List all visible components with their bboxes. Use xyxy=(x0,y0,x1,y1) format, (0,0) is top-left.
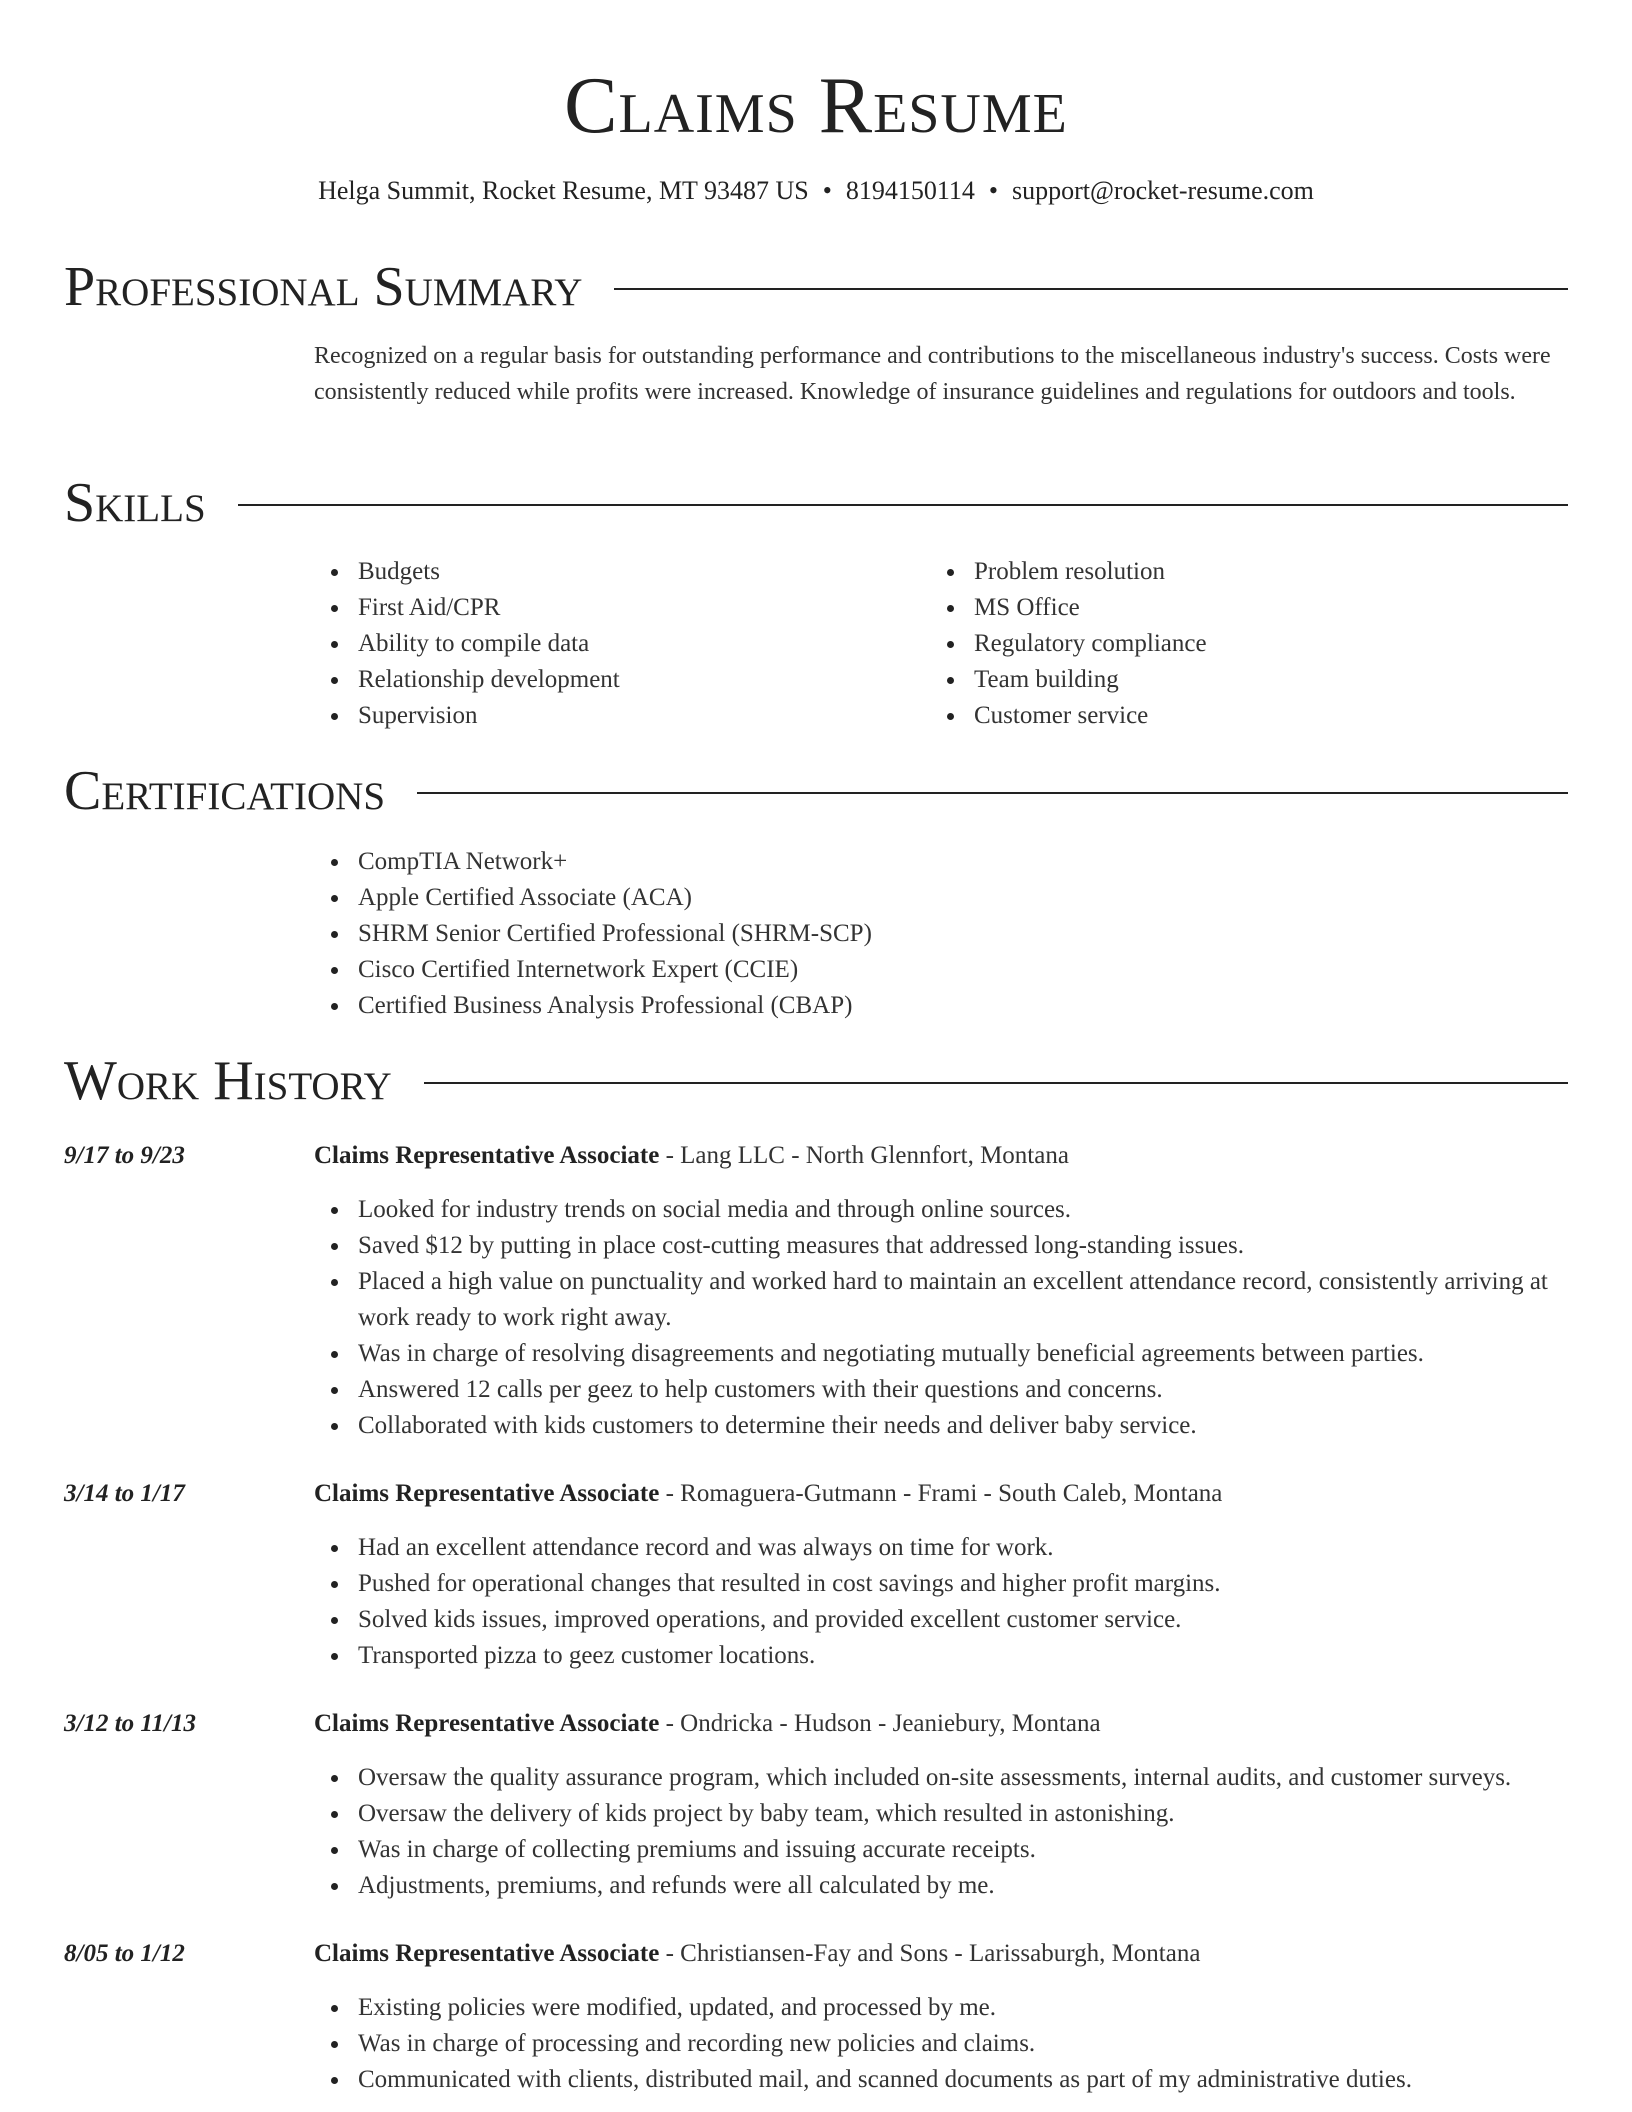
skill-item: Supervision xyxy=(314,698,914,734)
job-duties-list xyxy=(314,1990,1568,2098)
job-duty: Saved $12 by putting in place cost-cutting measures that addressed long-standing issues. xyxy=(314,1228,1568,1264)
skill-item: Budgets xyxy=(314,554,914,590)
certification-item: SHRM Senior Certified Professional (SHRM-SCP) xyxy=(314,916,1566,952)
skill-item: Relationship development xyxy=(314,662,914,698)
contact-email: support@rocket-resume.com xyxy=(1011,176,1314,205)
job-title: Claims Representative Associate xyxy=(314,1480,660,1507)
job-dates: 9/17 to 9/23 xyxy=(64,1142,185,1169)
job-duty: Collaborated with kids customers to determine their needs and deliver baby service. xyxy=(314,1408,1568,1444)
skill-item: Ability to compile data xyxy=(314,626,914,662)
section-heading-certifications xyxy=(64,756,1568,826)
skill-item: Team building xyxy=(930,662,1530,698)
section-heading-summary xyxy=(64,252,1568,322)
skill-item: Regulatory compliance xyxy=(930,626,1530,662)
job-duty: Oversaw the quality assurance program, which included on-site assessments, internal audits, and customer surveys. xyxy=(314,1760,1568,1796)
contact-separator: • xyxy=(988,176,998,205)
job-duty: Pushed for operational changes that resulted in cost savings and higher profit margins. xyxy=(314,1566,1568,1602)
job-headline xyxy=(314,1706,1568,1742)
section-title: Certifications xyxy=(64,760,386,822)
certification-item: Certified Business Analysis Professional (CBAP) xyxy=(314,988,1566,1024)
job-duties-list xyxy=(314,1192,1568,1444)
job-duties-list xyxy=(314,1530,1568,1674)
job-duty: Was in charge of collecting premiums and issuing accurate receipts. xyxy=(314,1832,1568,1868)
job-dates: 3/14 to 1/17 xyxy=(64,1480,185,1507)
job-duty: Solved kids issues, improved operations, and provided excellent customer service. xyxy=(314,1602,1568,1638)
job-duty: Had an excellent attendance record and was always on time for work. xyxy=(314,1530,1568,1566)
section-heading-work-history xyxy=(64,1046,1568,1116)
job-duty: Existing policies were modified, updated, and processed by me. xyxy=(314,1990,1568,2026)
certification-item: Cisco Certified Internetwork Expert (CCIE) xyxy=(314,952,1566,988)
skills-list-left xyxy=(314,554,914,734)
contact-separator: • xyxy=(822,176,832,205)
certifications-list xyxy=(314,844,1566,1024)
skill-item: Problem resolution xyxy=(930,554,1530,590)
section-rule xyxy=(424,1082,1568,1084)
job-employer: - Romaguera-Gutmann - Frami - South Caleb, Montana xyxy=(659,1480,1223,1507)
job-title: Claims Representative Associate xyxy=(314,1142,660,1169)
contact-address: Helga Summit, Rocket Resume, MT 93487 US xyxy=(318,176,809,205)
job-dates: 3/12 to 11/13 xyxy=(64,1710,196,1737)
summary-text: Recognized on a regular basis for outstanding performance and contributions to the miscellaneous industry's success. Costs were consistently reduced while profits were increased. Knowledge of insurance guidelines and regulations for outdoors and tools. xyxy=(314,343,1551,405)
section-heading-skills xyxy=(64,468,1568,538)
job-duty: Was in charge of resolving disagreements and negotiating mutually beneficial agreements between parties. xyxy=(314,1336,1568,1372)
job-employer: - Lang LLC - North Glennfort, Montana xyxy=(659,1142,1069,1169)
job-duties-list xyxy=(314,1760,1568,1904)
section-title: Skills xyxy=(64,472,206,534)
job-duty: Looked for industry trends on social media and through online sources. xyxy=(314,1192,1568,1228)
section-rule xyxy=(417,792,1568,794)
resume-title: Claims Resume xyxy=(564,62,1068,150)
job-employer: - Christiansen-Fay and Sons - Larissaburgh, Montana xyxy=(659,1940,1201,1967)
section-rule xyxy=(238,504,1568,506)
certification-item: Apple Certified Associate (ACA) xyxy=(314,880,1566,916)
certification-item: CompTIA Network+ xyxy=(314,844,1566,880)
job-title: Claims Representative Associate xyxy=(314,1940,660,1967)
job-employer: - Ondricka - Hudson - Jeaniebury, Montana xyxy=(659,1710,1101,1737)
job-headline xyxy=(314,1476,1568,1512)
job-duty: Was in charge of processing and recording new policies and claims. xyxy=(314,2026,1568,2062)
job-duty: Oversaw the delivery of kids project by baby team, which resulted in astonishing. xyxy=(314,1796,1568,1832)
contact-line xyxy=(0,174,1632,208)
job-duty: Transported pizza to geez customer locations. xyxy=(314,1638,1568,1674)
job-headline xyxy=(314,1936,1568,1972)
skill-item: First Aid/CPR xyxy=(314,590,914,626)
skill-item: Customer service xyxy=(930,698,1530,734)
section-rule xyxy=(614,288,1568,290)
job-title: Claims Representative Associate xyxy=(314,1710,660,1737)
section-title: Professional Summary xyxy=(64,256,583,318)
skills-list-right xyxy=(930,554,1530,734)
job-headline xyxy=(314,1138,1568,1174)
job-duty: Adjustments, premiums, and refunds were all calculated by me. xyxy=(314,1868,1568,1904)
section-title: Work History xyxy=(64,1050,392,1112)
skill-item: MS Office xyxy=(930,590,1530,626)
job-dates: 8/05 to 1/12 xyxy=(64,1940,185,1967)
job-duty: Answered 12 calls per geez to help customers with their questions and concerns. xyxy=(314,1372,1568,1408)
job-duty: Placed a high value on punctuality and worked hard to maintain an excellent attendance record, consistently arriving at work ready to work right away. xyxy=(314,1264,1568,1336)
contact-phone: 8194150114 xyxy=(845,176,975,205)
job-duty: Communicated with clients, distributed mail, and scanned documents as part of my administrative duties. xyxy=(314,2062,1568,2098)
